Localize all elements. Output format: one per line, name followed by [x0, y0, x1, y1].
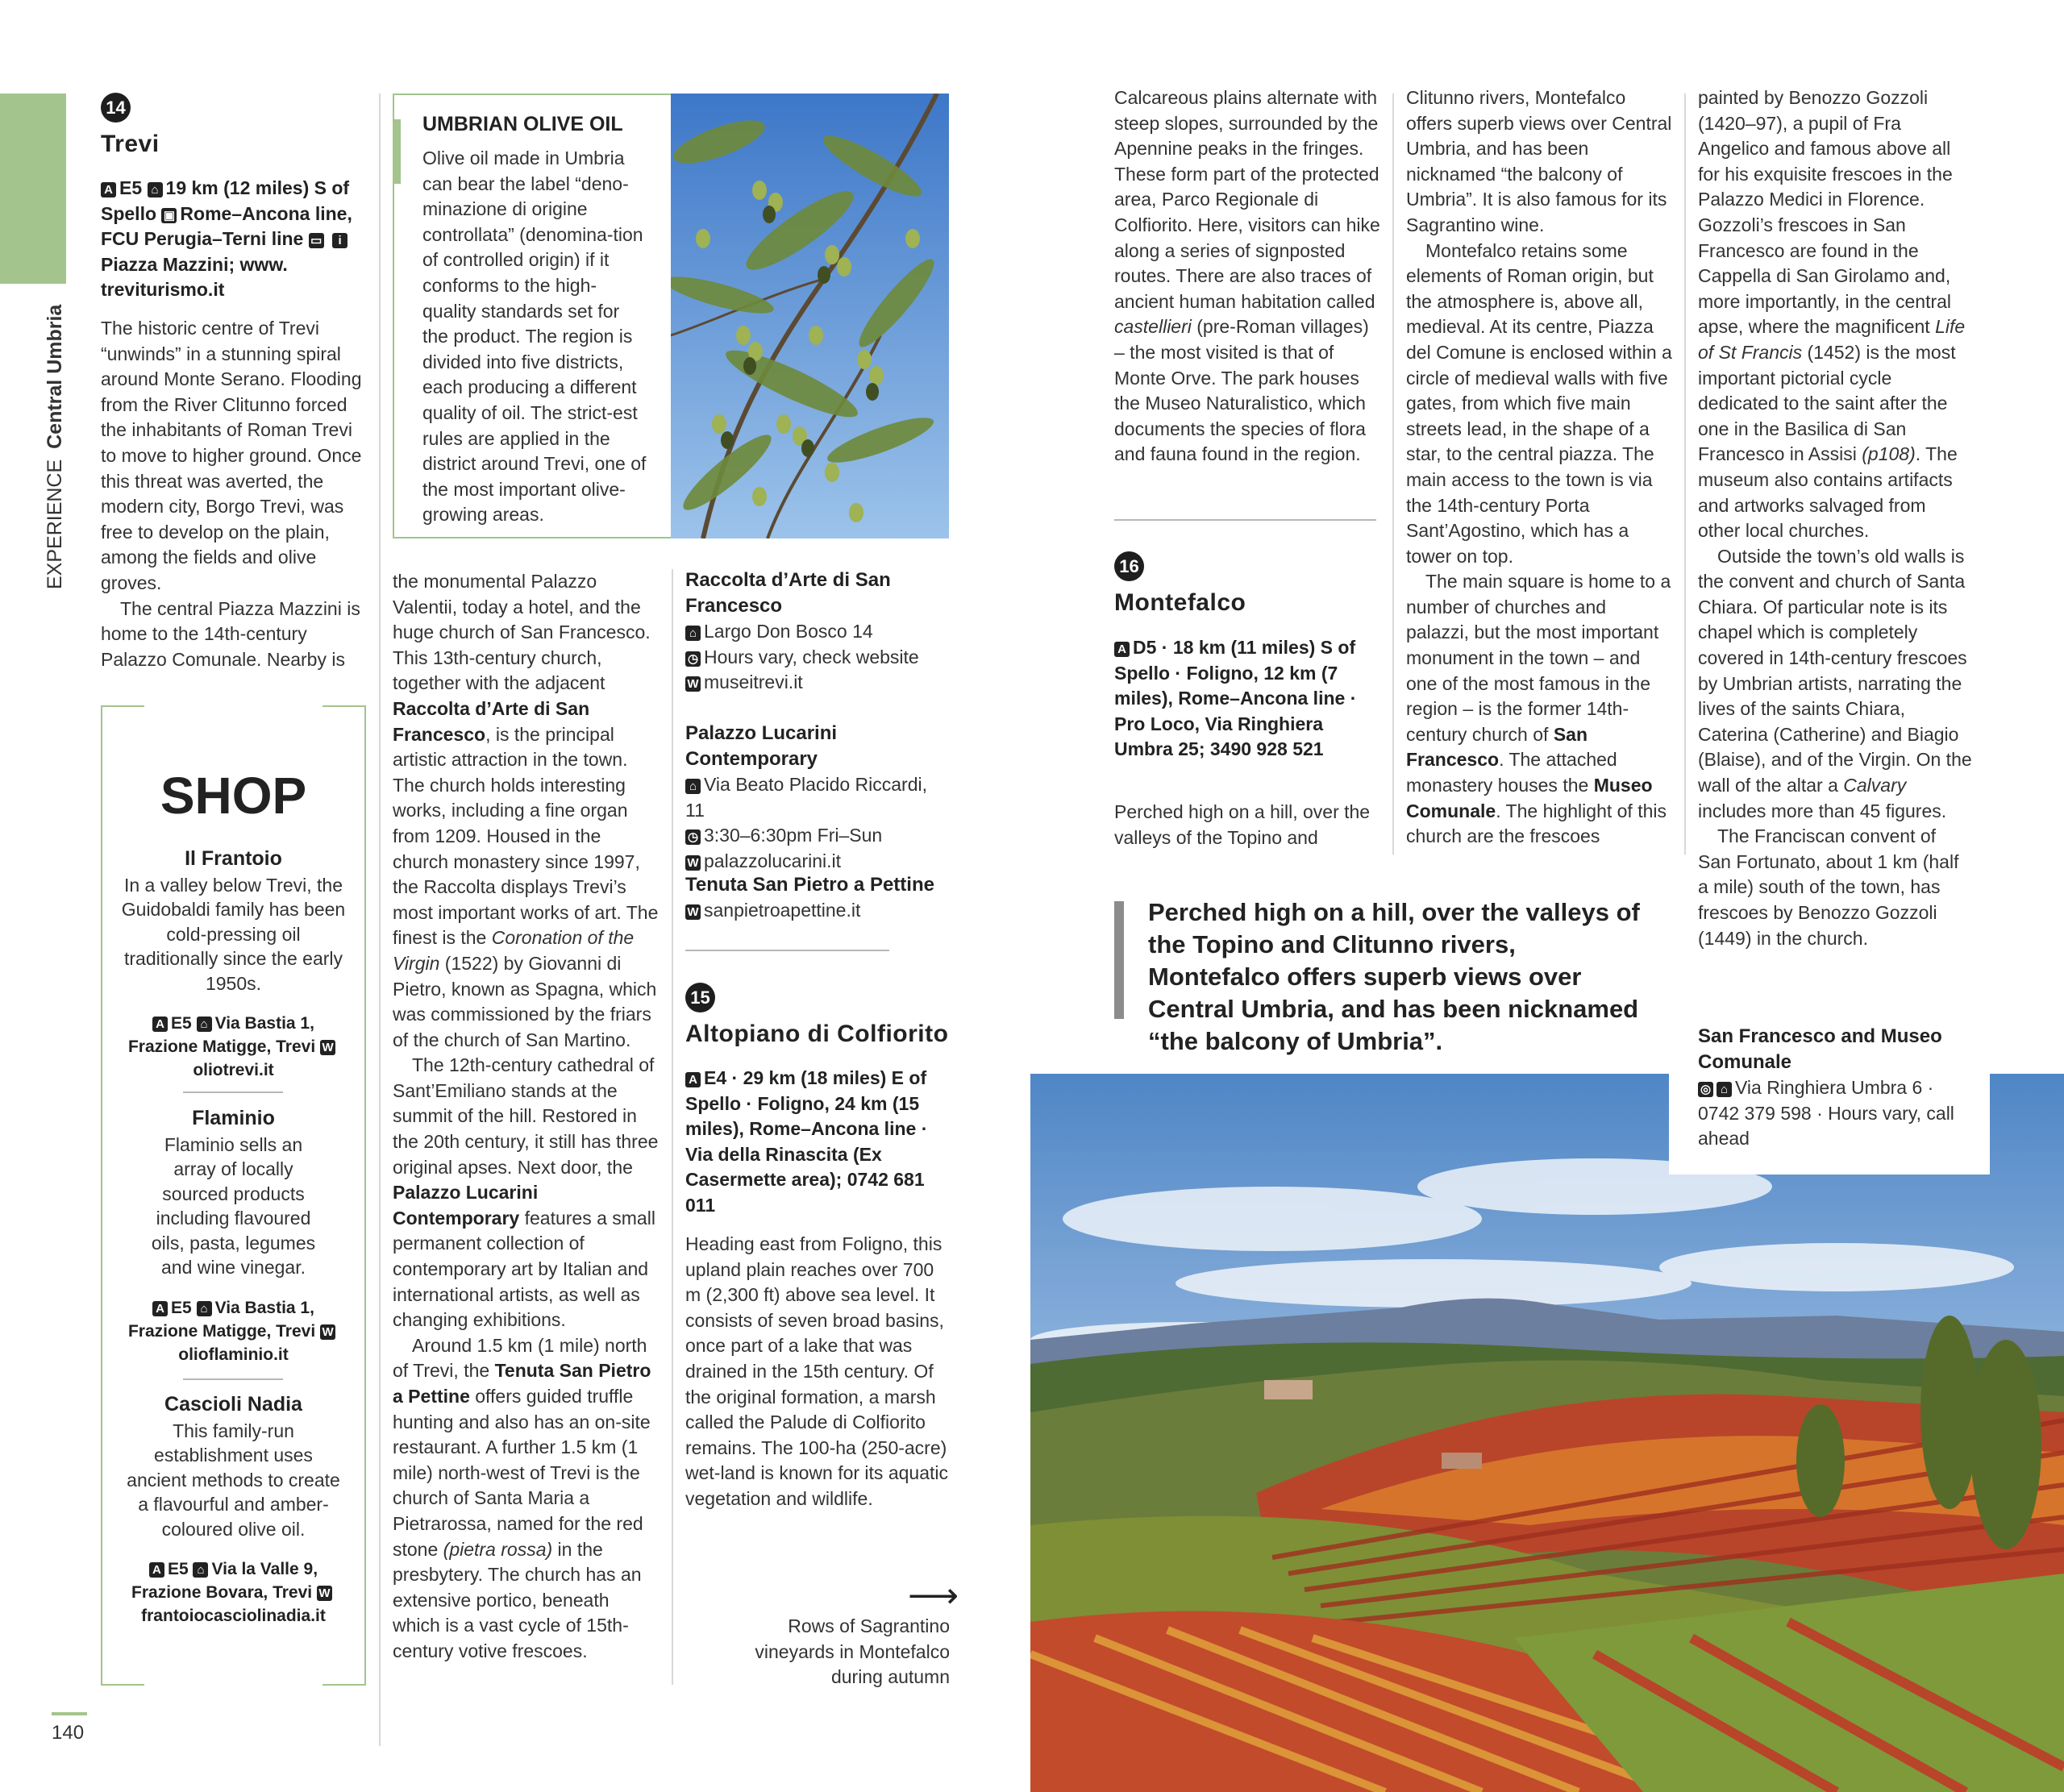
col5-para-1: Clitunno rivers, Montefalco offers superb views over Central Umbria, and has been nicknamed “the balcony of Umbria”. It is also famous for its Sagrantino wine.	[1406, 87, 1672, 235]
listing-info: ◎ ⌂ Via Ringhiera Umbra 6 · 0742 379 598 · Hours vary, call ahead	[1698, 1077, 1954, 1150]
web-icon: W	[685, 904, 701, 920]
col2-para-1: the monumental Palazzo Valentii, today a hotel, and the huge church of San Francesco. This 13th-century church, together with the adjacent Raccolta d’Arte di San Francesco, is the principal artistic attraction in the town. The church holds interesting works, including a fine organ from 1209. Housed in the church monastery since 1997, the Raccolta displays Trevi’s most important works of art. The finest is the Coronation of the Virgin (1522) by Giovanni di Pietro, known as Spagna, which was commissioned by the friars of the church of San Martino.	[393, 571, 659, 1050]
section-side-label	[44, 305, 67, 589]
montefalco-info: A D5 · 18 km (11 miles) S of Spello · Foligno, 12 km (7 miles), Rome–Ancona line · Pro Loco, Via Ringhiera Umbra 25; 3490 928 521	[1114, 637, 1357, 760]
shop-item-info: A E5 ⌂ Via Bastia 1, Frazione Matigge, Trevi Wolioflaminio.it	[121, 1296, 346, 1366]
column-divider	[1684, 94, 1686, 854]
shop-item-name: Cascioli Nadia	[164, 1393, 302, 1416]
olive-branch-illustration	[671, 94, 949, 538]
entry-title: Altopiano di Colfiorito	[685, 1021, 949, 1047]
map-ref-icon: A	[1114, 642, 1130, 657]
entry-number-badge: 16	[1114, 551, 1144, 581]
distance-icon: ⌂	[148, 182, 163, 197]
address-icon: ⌂	[1717, 1082, 1732, 1097]
listing-block	[1698, 1024, 1972, 1152]
shop-box-bottom-right-corner	[322, 1684, 364, 1686]
listing-block	[685, 872, 951, 924]
address-icon: ⌂	[193, 1562, 208, 1578]
colfiorito-body: Heading east from Foligno, this upland plain reaches over 700 m (2,300 ft) above sea level. It consists of seven broad basins, once part of a lake that was drained in the 15th century. Of the original formation, a marsh called the Palude di Colfiorito remains. The 100-ha (250-acre) wet-land is known for its aquatic vegetation and wildlife.	[685, 1233, 948, 1509]
listing-info: ⌂ Via Beato Placido Riccardi, 11 ◷ 3:30–6:30pm Fri–Sun W palazzolucarini.it	[685, 774, 927, 871]
entry-number-badge: 14	[101, 93, 131, 123]
highlight-icon: ◎	[1698, 1082, 1713, 1097]
shop-item-name: Flaminio	[192, 1107, 275, 1129]
shop-item-info: A E5 ⌂ Via Bastia 1, Frazione Matigge, Trevi Woliotrevi.it	[121, 1012, 346, 1082]
address-icon: ⌂	[685, 779, 701, 794]
entry-title: Trevi	[101, 131, 160, 157]
shop-item	[121, 846, 346, 1082]
shop-box-bottom-left-corner	[102, 1684, 144, 1686]
train-icon: ▣	[161, 208, 177, 223]
col6-para-1: painted by Benozzo Gozzoli (1420–97), a pupil of Fra Angelico and famous above all for his exquisite frescoes in the Palazzo Medici in Florence. Gozzoli’s frescoes in San Francesco are found in the Cappella di San Girolamo and, more importantly, in the central apse, where the magnificent Life of St Francis (1452) is the most important pictorial cycle dedicated to the saint after the one in the Basilica di San Francesco in Assisi (p108). The museum also contains artifacts and artworks salvaged from other local churches.	[1698, 87, 1966, 542]
trevi-info: A E5 ⌂ 19 km (12 miles) S of Spello ▣ Rome–Ancona line, FCU Perugia–Terni line ▭ iPiazza Mazzini; www. treviturismo.it	[101, 177, 352, 301]
shop-item-name: Il Frantoio	[185, 847, 282, 870]
column-divider	[379, 94, 381, 1746]
trevi-body	[101, 316, 367, 672]
hours-icon: ◷	[685, 829, 701, 845]
listing-info: ⌂ Largo Don Bosco 14 ◷ Hours vary, check website W museitrevi.it	[685, 619, 951, 696]
shop-item	[121, 1106, 346, 1366]
arrow-right-icon: ⟶	[908, 1576, 959, 1615]
tourist-info-icon: i	[332, 233, 347, 248]
listing-name: San Francesco and Museo Comunale	[1698, 1025, 1942, 1073]
map-ref-icon: A	[152, 1301, 168, 1316]
side-label-section: Central Umbria	[44, 304, 66, 449]
map-ref-icon: A	[685, 1072, 701, 1087]
pull-quote-bar	[1114, 901, 1124, 1019]
olive-oil-body: Olive oil made in Umbria can bear the label “deno-minazione di origine controllata” (denomina-tion of controlled origin) if it conforms to the high-quality standards set for the product. The region is divided into five districts, each producing a different quality of oil. The strict-est rules are applied in the district around Trevi, one of the most important olive-growing areas.	[422, 148, 647, 526]
web-icon: W	[685, 676, 701, 692]
page-number: 140	[52, 1722, 85, 1744]
colfiorito-info: A E4 · 29 km (18 miles) E of Spello · Foligno, 24 km (15 miles), Rome–Ancona line · Via della Rinascita (Ex Casermette area); 0742 681 011	[685, 1067, 928, 1216]
col2-para-2: The 12th-century cathedral of Sant’Emiliano stands at the summit of the hill. Restored in the 20th century, it still has three original apses. Next door, the Palazzo Lucarini Contemporary features a small permanent collection of contemporary art by Italian and international artists, as well as changing exhibitions.	[393, 1054, 659, 1331]
pull-quote: Perched high on a hill, over the valleys of the Topino and Clitunno rivers, Montefalco offers superb views over Central Umbria, and has been nicknamed “the balcony of Umbria”.	[1148, 898, 1640, 1055]
address-icon: ⌂	[197, 1301, 212, 1316]
address-icon: ⌂	[197, 1017, 212, 1032]
listing-name: Palazzo Lucarini Contemporary	[685, 722, 838, 770]
vineyard-illustration	[1030, 1074, 2064, 1792]
olive-oil-accent-bar	[393, 119, 401, 184]
shop-divider	[183, 1091, 283, 1093]
shop-item	[121, 1392, 346, 1628]
olive-branch-photo	[671, 94, 949, 538]
section-tab	[0, 94, 66, 284]
shop-box-top-left-corner	[102, 705, 144, 707]
web-icon: W	[320, 1324, 335, 1340]
shop-item-info: A E5 ⌂ Via la Valle 9, Frazione Bovara, Trevi Wfrantoiocasciolinadia.it	[121, 1557, 346, 1628]
side-label-prefix: EXPERIENCE	[44, 459, 66, 589]
shop-box-top-right-corner	[322, 705, 364, 707]
vineyard-photo	[1030, 1074, 2064, 1792]
web-icon: W	[685, 855, 701, 871]
col5-para-2: Montefalco retains some elements of Roman origin, but the atmosphere is, above all, medieval. At its centre, Piazza del Comune is enclosed within a circle of medieval walls with five gates, from which five main streets lead, in the shape of a star, to the central piazza. The main access to the town is via the 14th-century Porta Sant’Agostino, which has a tower on top.	[1406, 239, 1672, 567]
map-ref-icon: A	[152, 1017, 168, 1032]
listing-name: Tenuta San Pietro a Pettine	[685, 874, 934, 896]
listing-block	[685, 568, 951, 696]
map-ref-icon: A	[101, 182, 116, 197]
montefalco-body-col6	[1698, 85, 1972, 951]
montefalco-lead: Perched high on a hill, over the valleys of the Topino and	[1114, 801, 1371, 848]
shop-item-desc: This family-run establishment uses ancient methods to create a flavourful and amber-coloured olive oil.	[127, 1420, 340, 1540]
colfiorito-continued-body	[1114, 85, 1380, 468]
listing-divider	[685, 950, 889, 951]
shop-item-desc: In a valley below Trevi, the Guidobaldi family has been cold-pressing oil traditionally since the early 1950s.	[121, 874, 346, 994]
hours-icon: ◷	[685, 651, 701, 667]
trevi-para-1: The historic centre of Trevi “unwinds” in a stunning spiral around Monte Serano. Flooding from the River Clitunno forced the inhabitants of Roman Trevi to move to higher ground. Once this threat was averted, the modern city, Borgo Trevi, was free to develop on the plain, among the fields and olive groves.	[101, 318, 362, 593]
col5-para-3: The main square is home to a number of churches and palazzi, but the most important monument in the town – and one of the most famous in the region – is the former 14th-century church of San Francesco. The attached monastery houses the Museo Comunale. The highlight of this church are the frescoes	[1406, 571, 1671, 847]
column-divider	[672, 569, 673, 1685]
montefalco-body-col5	[1406, 85, 1672, 850]
col4-para-1: Calcareous plains alternate with steep slopes, surrounded by the Apennine peaks in the fringes. These form part of the protected area, Parco Regionale di Colfiorito. Here, visitors can hike along a series of signposted routes. There are also traces of ancient human habitation called castellieri (pre-Roman villages) – the most visited is that of Monte Orve. The park houses the Museo Naturalistico, which documents the species of flora and fauna found in the region.	[1114, 87, 1380, 465]
trevi-para-2: The central Piazza Mazzini is home to the 14th-century Palazzo Comunale. Nearby is	[101, 597, 360, 670]
address-icon: ⌂	[685, 626, 701, 641]
col2-para-3: Around 1.5 km (1 mile) north of Trevi, the Tenuta San Pietro a Pettine offers guided truffle hunting and also has an on-site restaurant. A further 1.5 km (1 mile) north-west of Trevi is the church of Santa Maria a Pietrarossa, named for the red stone (pietra rossa) in the presbytery. The church has an extensive portico, beneath which is a vast cycle of 15th-century votive frescoes.	[393, 1334, 651, 1661]
shop-divider	[183, 1378, 283, 1380]
listing-name: Raccolta d’Arte di San Francesco	[685, 569, 891, 617]
col6-para-3: The Franciscan convent of San Fortunato, about 1 km (half a mile) south of the town, has frescoes by Benozzo Gozzoli (1449) in the church.	[1698, 825, 1959, 949]
listing-info: W sanpietroapettine.it	[685, 898, 951, 924]
shop-heading: SHOP	[160, 767, 307, 825]
section-divider	[1114, 519, 1376, 521]
map-ref-icon: A	[149, 1562, 164, 1578]
page-number-rule	[52, 1712, 87, 1715]
entry-number-badge: 15	[685, 983, 715, 1012]
column-divider	[1392, 94, 1394, 854]
olive-oil-heading: UMBRIAN OLIVE OIL	[422, 113, 623, 135]
shop-item-desc: Flaminio sells an array of locally sourced products including flavoured oils, pasta, legumes and wine vinegar.	[151, 1133, 316, 1278]
trevi-continued-body	[393, 569, 659, 1665]
entry-title: Montefalco	[1114, 589, 1246, 616]
listing-block	[685, 721, 951, 874]
col6-para-2: Outside the town’s old walls is the convent and church of Santa Chiara. Of particular note is its chapel which is completely covered in 14th-century frescoes by Umbrian artists, narrating the lives of the saints Chiara, Caterina (Catherine) and Biagio (Blaise), and of the Virgin. On the wall of the altar a Calvary includes more than 45 figures.	[1698, 545, 1972, 821]
photo-caption: Rows of Sagrantino vineyards in Montefalco during autumn	[755, 1615, 950, 1688]
web-icon: W	[317, 1586, 332, 1601]
bus-icon: ▭	[309, 233, 324, 248]
web-icon: W	[320, 1040, 335, 1055]
